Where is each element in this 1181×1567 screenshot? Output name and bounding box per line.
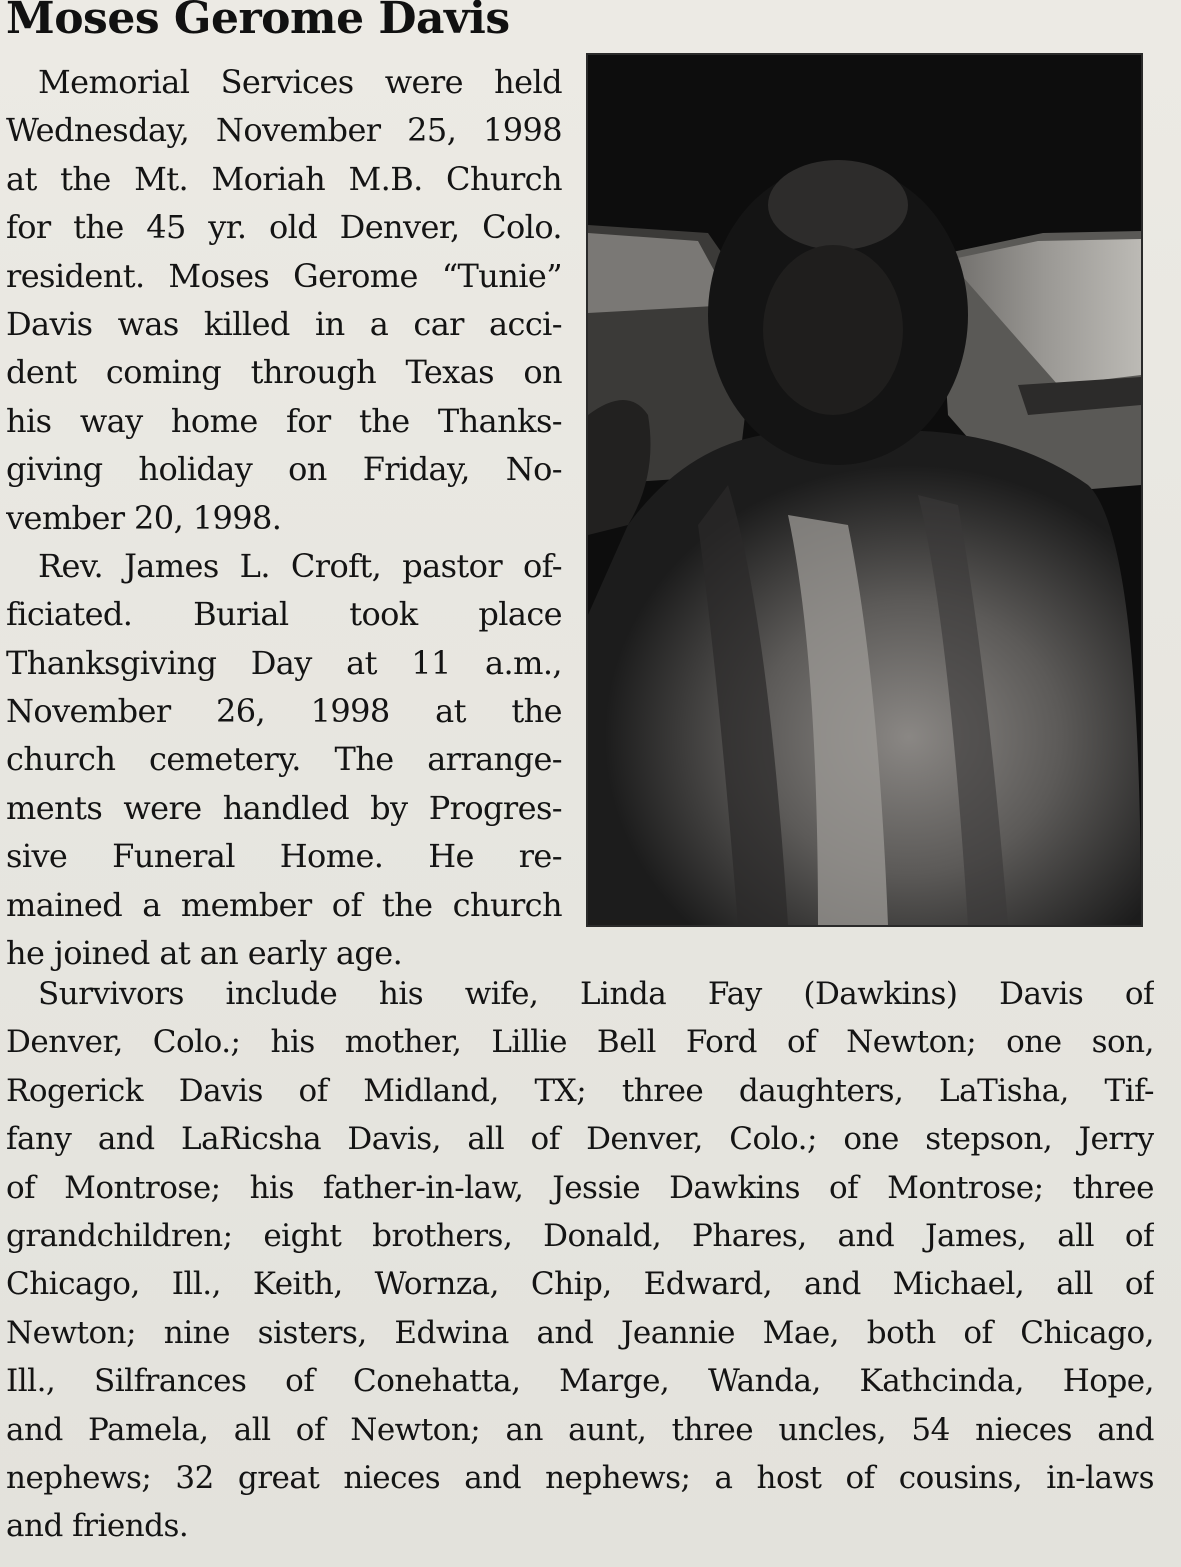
text-line: and Pamela, all of Newton; an aunt, three uncles, 54 nieces and [6, 1411, 1154, 1448]
text-line: Memorial Services were held [38, 63, 562, 101]
portrait-photo [586, 53, 1143, 927]
text-line: church cemetery. The arrange- [6, 740, 562, 779]
text-line: dent coming through Texas on [6, 353, 562, 392]
text-line: resident. Moses Gerome “Tunie” [6, 256, 562, 295]
text-line: Survivors include his wife, Linda Fay (Dawkins) Davis of [38, 976, 1154, 1012]
text-line: Wednesday, November 25, 1998 [6, 111, 562, 150]
text-line: nephews; 32 great nieces and nephews; a host of cousins, in-laws [6, 1459, 1154, 1496]
text-line: Rogerick Davis of Midland, TX; three daughters, LaTisha, Tif- [6, 1072, 1154, 1109]
text-line: mained a member of the church [6, 885, 562, 924]
text-line: vember 20, 1998. [6, 498, 282, 537]
text-line: and friends. [6, 1508, 189, 1545]
survivors-paragraph [6, 970, 1154, 1551]
text-line: grandchildren; eight brothers, Donald, Phares, and James, all of [6, 1217, 1154, 1254]
text-line: ments were handled by Progres- [6, 788, 562, 827]
text-line: November 26, 1998 at the [6, 692, 562, 731]
text-line: he joined at an early age. [6, 934, 403, 973]
text-line: Denver, Colo.; his mother, Lillie Bell Ford of Newton; one son, [6, 1024, 1154, 1061]
text-line: Chicago, Ill., Keith, Wornza, Chip, Edward, and Michael, all of [6, 1266, 1154, 1303]
text-line: for the 45 yr. old Denver, Colo. [6, 208, 562, 247]
text-line: ficiated. Burial took place [6, 595, 562, 634]
text-line: Ill., Silfrances of Conehatta, Marge, Wanda, Kathcinda, Hope, [6, 1363, 1154, 1400]
text-line: sive Funeral Home. He re- [6, 837, 562, 876]
text-line: giving holiday on Friday, No- [6, 450, 562, 489]
obituary-headline: Moses Gerome Davis [6, 0, 510, 44]
text-line: Thanksgiving Day at 11 a.m., [6, 643, 562, 682]
text-line: fany and LaRicsha Davis, all of Denver, Colo.; one stepson, Jerry [6, 1121, 1154, 1158]
text-line: Rev. James L. Croft, pastor of- [38, 546, 562, 585]
text-line: at the Mt. Moriah M.B. Church [6, 159, 562, 198]
portrait-photo-icon [588, 55, 1141, 925]
text-line: of Montrose; his father-in-law, Jessie Dawkins of Montrose; three [6, 1169, 1154, 1206]
text-line: Davis was killed in a car acci- [6, 304, 562, 343]
obituary-column-text [6, 58, 562, 977]
text-line: his way home for the Thanks- [6, 401, 562, 440]
text-line: Newton; nine sisters, Edwina and Jeannie Mae, both of Chicago, [6, 1314, 1154, 1351]
